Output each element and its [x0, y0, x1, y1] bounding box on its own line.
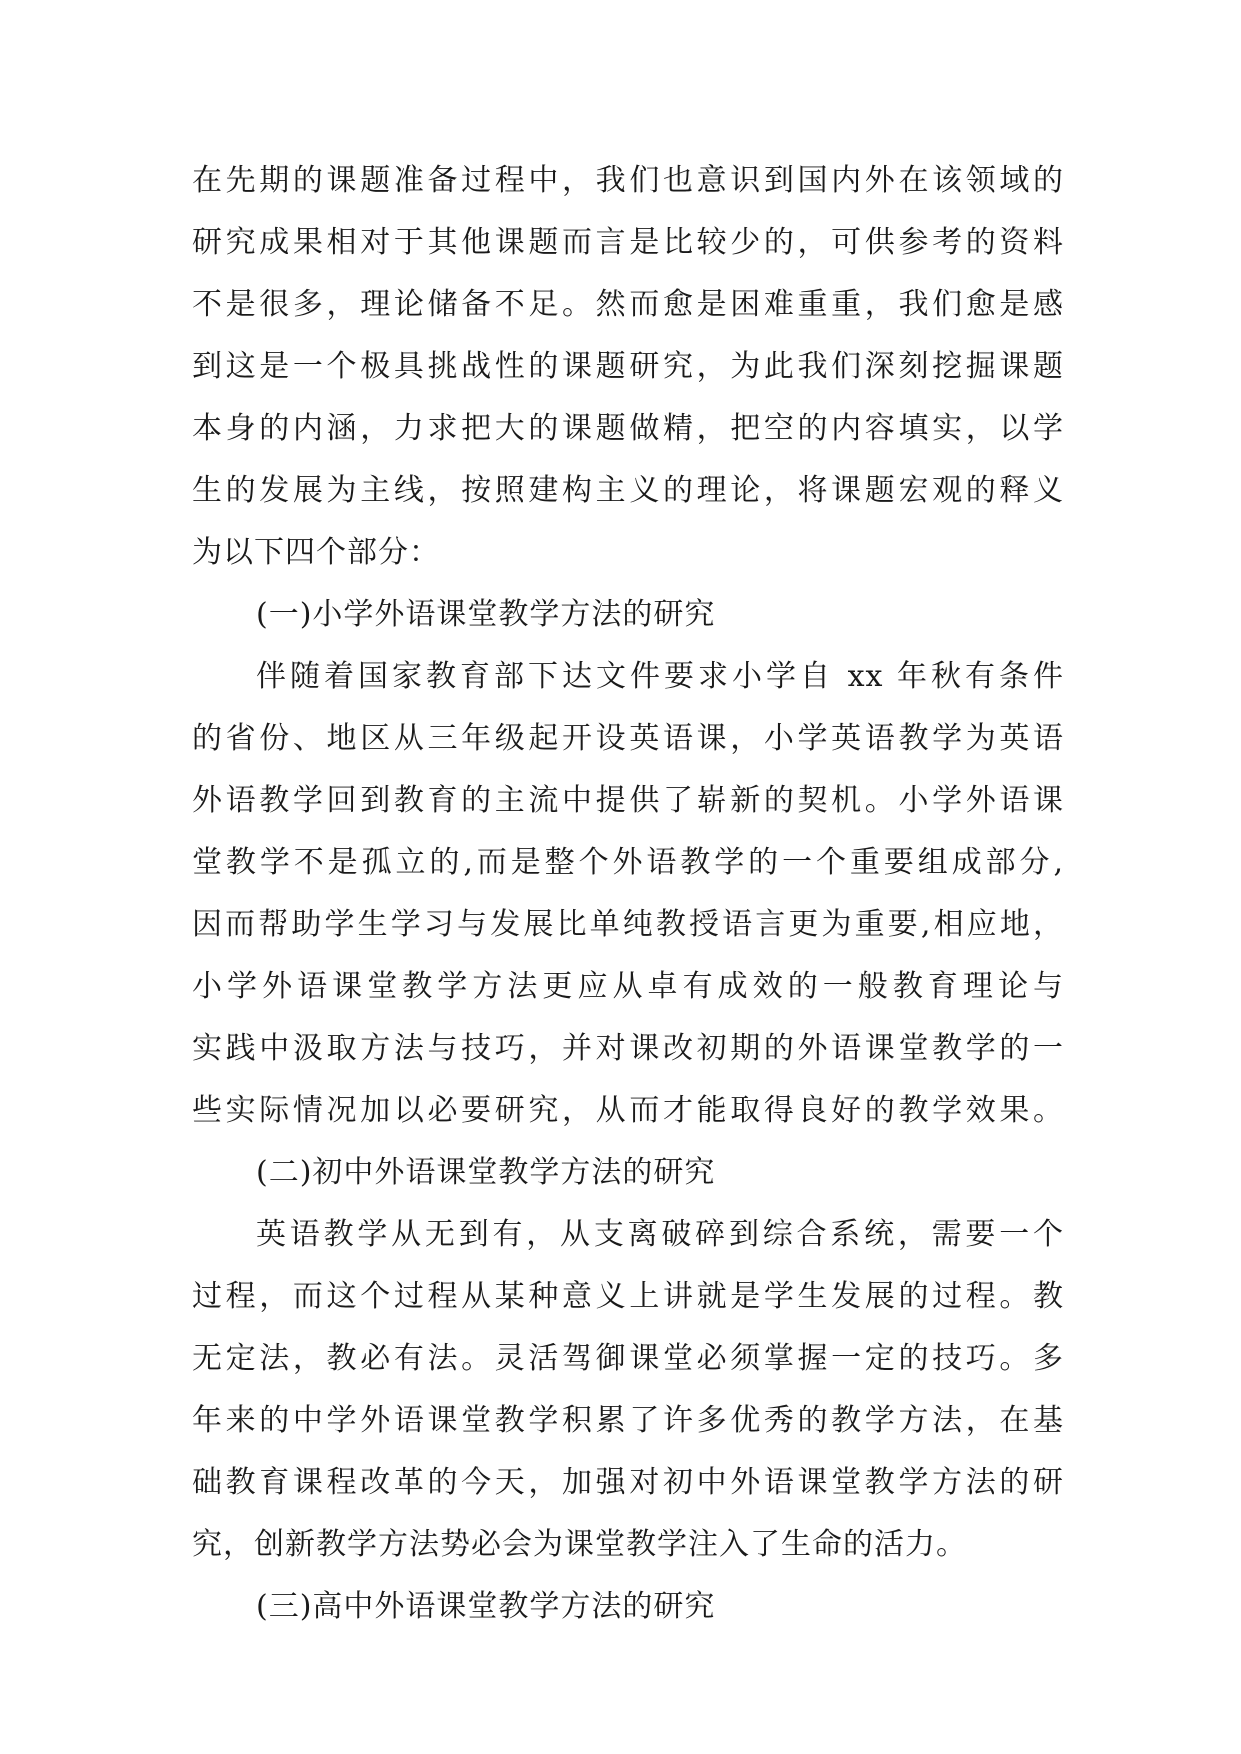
text-line: 小学外语课堂教学方法更应从卓有成效的一般教育理论与: [192, 969, 1064, 1004]
text-line: 些实际情况加以必要研究，从而才能取得良好的教学效果。: [192, 1093, 1064, 1128]
text-line: 过程，而这个过程从某种意义上讲就是学生发展的过程。教: [192, 1279, 1064, 1314]
text-line: 到这是一个极具挑战性的课题研究，为此我们深刻挖掘课题: [192, 349, 1064, 384]
text-line: 在先期的课题准备过程中，我们也意识到国内外在该领域的: [192, 163, 1064, 198]
text-line: 为以下四个部分：: [192, 535, 440, 570]
section-heading-3: (三)高中外语课堂教学方法的研究: [256, 1589, 716, 1624]
text-line: 础教育课程改革的今天，加强对初中外语课堂教学方法的研: [192, 1465, 1064, 1500]
section-heading-2: (二)初中外语课堂教学方法的研究: [256, 1155, 716, 1190]
section-heading-1: (一)小学外语课堂教学方法的研究: [256, 597, 716, 632]
text-line: 实践中汲取方法与技巧，并对课改初期的外语课堂教学的一: [192, 1031, 1064, 1066]
paragraph-2: [192, 1204, 1064, 1576]
text-line: 的省份、地区从三年级起开设英语课，小学英语教学为英语: [192, 721, 1064, 756]
text-line: 英语教学从无到有，从支离破碎到综合系统，需要一个: [256, 1217, 1064, 1252]
text-line: 无定法，教必有法。灵活驾御课堂必须掌握一定的技巧。多: [192, 1341, 1064, 1376]
text-line: 堂教学不是孤立的,而是整个外语教学的一个重要组成部分,: [192, 845, 1064, 880]
paragraph-intro: [192, 150, 1064, 584]
paragraph-1: [192, 646, 1064, 1142]
text-line: 伴随着国家教育部下达文件要求小学自 xx 年秋有条件: [256, 659, 1064, 694]
document-body: [192, 150, 1064, 1638]
text-line: 不是很多，理论储备不足。然而愈是困难重重，我们愈是感: [192, 287, 1064, 322]
text-line: 究，创新教学方法势必会为课堂教学注入了生命的活力。: [192, 1527, 967, 1562]
text-line: 生的发展为主线，按照建构主义的理论，将课题宏观的释义: [192, 473, 1064, 508]
text-line: 本身的内涵，力求把大的课题做精，把空的内容填实，以学: [192, 411, 1064, 446]
text-line: 外语教学回到教育的主流中提供了崭新的契机。小学外语课: [192, 783, 1064, 818]
text-line: 研究成果相对于其他课题而言是比较少的，可供参考的资料: [192, 225, 1064, 260]
text-line: 因而帮助学生学习与发展比单纯教授语言更为重要,相应地，: [192, 907, 1064, 942]
text-line: 年来的中学外语课堂教学积累了许多优秀的教学方法，在基: [192, 1403, 1064, 1438]
